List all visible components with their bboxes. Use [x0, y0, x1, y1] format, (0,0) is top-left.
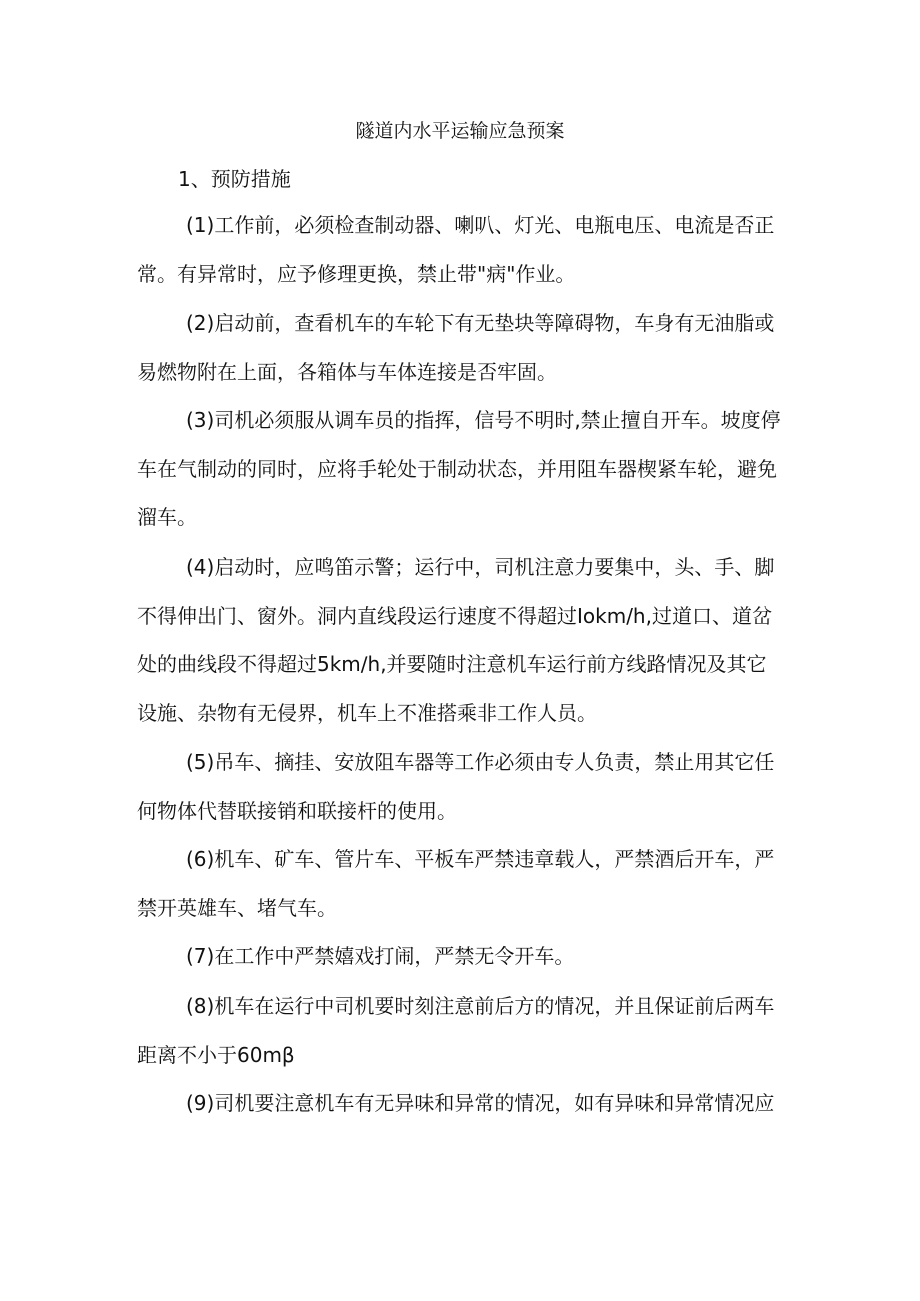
paragraph-9: (9)司机要注意机车有无异味和异常的情况，如有异味和异常情况应 [186, 1091, 775, 1115]
paragraph-7: (7)在工作中严禁嬉戏打闹，严禁无令开车。 [186, 944, 575, 968]
document-title: 隧道内水平运输应急预案 [355, 120, 565, 142]
paragraph-4: (4)启动时，应鸣笛示警；运行中，司机注意力要集中，头、手、脚不得伸出门、窗外。洞内直线段运行速度不得超过Iokm/h,过道口、道岔处的曲线段不得超过5km∕h,并要随时注意机车运行前方线路情况及其它设施、杂物有无侵界，机车上不准搭乘非工作人员。 [137, 555, 775, 725]
paragraph-2: (2)启动前，查看机车的车轮下有无垫块等障碍物，车身有无油脂或易燃物附在上面，各箱体与车体连接是否牢固。 [137, 311, 775, 384]
paragraph-6: (6)机车、矿车、管片车、平板车严禁违章载人，严禁酒后开车，严禁开英雄车、堵气车。 [137, 847, 775, 920]
paragraph-1: (1)工作前，必须检查制动器、喇叭、灯光、电瓶电压、电流是否正常。有异常时，应予修理更换，禁止带"病"作业。 [137, 213, 775, 286]
paragraph-5: (5)吊车、摘挂、安放阻车器等工作必须由专人负责，禁止用其它任何物体代替联接销和联接杆的使用。 [137, 750, 775, 823]
paragraph-8: (8)机车在运行中司机要时刻注意前后方的情况，并且保证前后两车距离不小于60mβ [137, 994, 775, 1067]
paragraph-3: (3)司机必须服从调车员的指挥，信号不明时,禁止擅自开车。坡度停车在气制动的同时，应将手轮处于制动状态，并用阻车器楔紧车轮，避免溜车。 [137, 408, 781, 529]
section-heading: 1、预防措施 [178, 167, 291, 191]
